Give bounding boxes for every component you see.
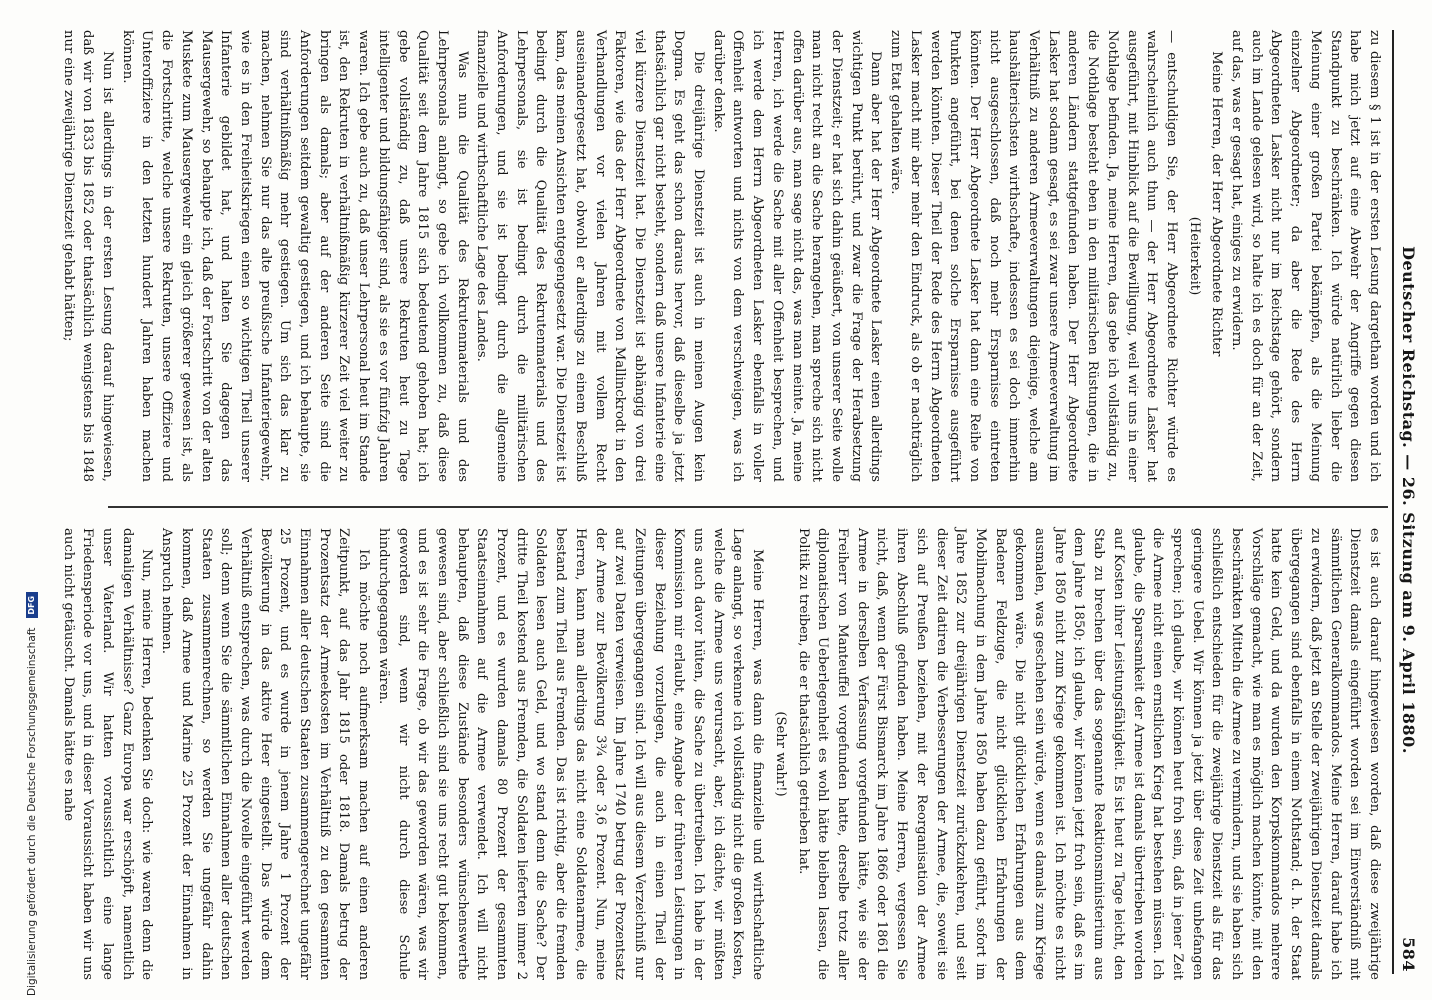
paragraph: — entschuldigen Sie, der Herr Abgeordnete Richter würde es wahrscheinlich auch thun — der Herr Abgeordnete Lasker hat ausgeführt, mit Hinblick auf die Bewilligung, weil wir uns in einer Nothlage befinden. Ja, meine Herren, das gebe ich vollständig zu, die Nothlage besteht eben in den militärischen Rüstungen, die in anderen Ländern stattgefunden haben. Der Herr Abgeordnete Lasker hat sodann gesagt, es sei zwar unsere Armeeverwaltung im Verhältniß zu anderen Armeeverwaltungen diejenige, welche am haushälterischsten wirthschafte, indessen es sei doch immerhin nicht ausgeschlossen, daß noch mehr Ersparnisse eintreten könnten. Der Herr Abgeordnete Lasker hat dann eine Reihe von Punkten angeführt, bei denen solche Ersparnisse ausgeführt werden könnten. Dieser Theil der Rede des Herrn Abgeordneten Lasker macht mir aber mehr den Eindruck, als ob er nachträglich zum Etat gehalten wäre. <box>888 30 1179 482</box>
page-number: 584 <box>1399 937 1418 972</box>
left-column <box>58 30 1384 482</box>
dfg-logo: DFG <box>26 592 38 618</box>
paragraph: es ist auch darauf hingewiesen worden, daß diese zweijährige Dienstzeit damals eingeführt worden sei im Einverständniß mit sämmtlichen Generalkommandos. Meine Herren, darauf habe ich zu erwidern, daß jetzt an Stelle der zweijährigen Dienstzeit damals übergegangen sind ebenfalls in einem Nothstand; d. h. der Staat hatte kein Geld, und da wurden den Korpskommandos mehrere Vorschläge gemacht, wie man es möglich machen könnte, mit den beschränkten Mitteln die Armee zu vermindern, und sie haben sich schließlich entschieden für die zweijährige Dienstzeit als für das geringere Uebel. Wir können ja jetzt über diese Zeit unbefangen sprechen; ich glaube, wir können heut froh sein, daß in jener Zeit die Armee nicht einen ernstlichen Krieg hat bestehen müssen. Ich glaube, die Sparsamkeit der Armee ist damals übertrieben worden auf Kosten ihrer Leistungsfähigkeit. Es ist heut zu Tage leicht, den Stab zu brechen über das sogenannte Reaktionsministerium aus dem Jahre 1850; ich glaube, wir können jetzt froh sein, daß es im Jahre 1850 nicht zum Kriege gekommen ist. Ich möchte es nicht ausmalen, was geschehen sein würde, wenn es damals zum Kriege gekommen wäre. Die nicht glücklichen Erfahrungen aus dem Badener Feldzuge, die nicht glücklichen Erfahrungen der Mobilmachung in dem Jahre 1850 haben dazu geführt, sofort im Jahre 1852 zur dreijährigen Dienstzeit zurückzukehren, und seit dieser Zeit datiren die Verbesserungen der Armee, die, soweit sie sich auf Preußen beziehen, mit der Reorganisation der Armee ihren Abschluß gefunden haben. Meine Herren, vergessen Sie nicht, daß, wenn der Fürst Bismarck im Jahre 1866 oder 1861 die Armee in derselben Verfassung vorgefunden hätte, wie sie der Freiherr von Manteuffel vorgefunden hatte, derselbe trotz aller diplomatischen Ueberlegenheit es wohl hätte bleiben lassen, die Politik zu treiben, die er thatsächlich getrieben hat. <box>795 528 1382 980</box>
page-title: Deutscher Reichstag. — 26. Sitzung am 9. April 1880. <box>1399 246 1418 754</box>
right-column <box>58 528 1384 980</box>
interjection: (Heiterkeit) <box>1186 216 1202 296</box>
paragraph: Nun ist allerdings in der ersten Lesung darauf hingewiesen, daß wir von 1833 bis 1852 oder thatsächlich wenigstens bis 1848 nur eine zweijährige Dienstzeit gehabt hätten; <box>60 30 115 482</box>
paragraph: Ich möchte noch aufmerksam machen auf einen anderen Zeitpunkt, auf das Jahr 1815 oder 1818. Damals betrug der Prozentsatz der Armeekosten im Verhältniß zu den gesammten Einnahmen aller deutschen Staaten zusammengerechnet ungefähr 25 Prozent, und es wurde in jenem Jahre 1 Prozent der Bevölkerung in das aktive Heer eingestellt. Das würde dem Verhältniß entsprechen, was durch die Novelle eingeführt werden soll; denn wenn Sie die sämmtlichen Einnahmen aller deutschen Staaten zusammenrechnen, so werden Sie ungefähr dahin kommen, daß Armee und Marine 25 Prozent der Einnahmen in Anspruch nehmen. <box>159 528 372 980</box>
paragraph: Nun, meine Herren, bedenken Sie doch: wie waren denn die damaligen Verhältnisse? Ganz Europa war erschöpft, namentlich unser Vaterland. Wir hatten voraussichtlich eine lange Friedensperiode vor uns, und in dieser Voraussicht haben wir uns auch nicht getäuscht. Damals hätte es nahe <box>60 528 155 980</box>
interjection: (Sehr wahr!) <box>772 711 788 797</box>
column-divider <box>108 506 1388 508</box>
paragraph: Was nun die Qualität des Rekrutenmaterials und des Lehrpersonals anlangt, so gebe ich vollkommen zu, daß diese Qualität seit dem Jahre 1815 sich bedeutend gehoben hat; ich gebe vollständig zu, daß unsere Rekruten heut zu Tage intelligenter und bildungsfähiger sind, als sie es vor fünfzig Jahren waren. Ich gebe auch zu, daß unser Lehrpersonal heut im Stande ist, den Rekruten in verhältnißmäßig kürzerer Zeit viel weiter zu bringen als damals; aber auf der anderen Seite sind die Anforderungen seitdem gewaltig gestiegen, und ich behaupte, sie sind verhältnißmäßig mehr gestiegen. Um sich das klar zu machen, nehmen Sie nur das alte preußische Infanteriegewehr, wie es in den Freiheitskriegen einen so wichtigen Theil unserer Infanterie gebildet hat, und halten Sie dagegen das Mausergewehr, so behaupte ich, daß der Fortschritt von der alten Muskete zum Mausergewehr ein gleich größerer gewesen ist, als die Fortschritte, welche unsere Rekruten, unsere Offiziere und Unteroffiziere in den letzten hundert Jahren haben machen können. <box>119 30 470 482</box>
paragraph: Meine Herren, der Herr Abgeordnete Richter <box>1209 51 1225 357</box>
paragraph: Meine Herren, was dann die finanzielle und wirthschaftliche Lage anlangt, so verkenne ich vollständig nicht die großen Kosten, welche die Armee uns verursacht, aber, ich dächte, wir müßten uns auch davor hüten, die Sache zu übertreiben. Ich habe in der Kommission mir erlaubt, eine Angabe der früheren Leistungen in dieser Beziehung vorzulegen, die auch in einen Theil der Zeitungen übergegangen sind. Ich will aus diesem Verzeichniß nur auf zwei Daten verweisen. Im Jahre 1740 betrug der Prozentsatz der Armee zur Bevölkerung 3¾ oder 3,6 Prozent. Nun, meine Herren, kann man allerdings das nicht eine Soldatenarmee, die bestand zum Theil aus Fremden. Das ist richtig, aber die fremden Soldaten lesen auch Geld, und wo stand denn die Sache? Der dritte Theil kostend aus Fremden, die Soldaten lieferten immer 2 Prozent, und es wurden damals 80 Prozent der gesammten Staatseinnahmen auf die Armee verwendet. Ich will nicht behaupten, daß diese Zustände besonders wünschenswerthe gewesen sind, aber schließlich sind sie uns recht gut bekommen, und es ist sehr die Frage, ob wir das geworden wären, was wir geworden sind, wenn wir nicht durch diese Schule hindurchgegangen wären. <box>375 528 766 980</box>
digitization-credit <box>22 0 44 1000</box>
paragraph: Die dreijährige Dienstzeit ist auch in meinen Augen kein Dogma. Es geht das schon daraus hervor, daß dieselbe ja jetzt thatsächlich gar nicht besteht, sondern daß unsere Infanterie eine viel kürzere Dienstzeit hat. Die Dienstzeit ist abhängig von drei Faktoren, wie das der Herr Abgeordnete von Mallinckrodt in den Verhandlungen vor vielen Jahren mit vollem Recht auseinandergesetzt hat, obwohl er allerdings zu einem Beschluß kam, das meinen Ansichten entgegengesetzt war. Die Dienstzeit ist bedingt durch die Qualität des Rekrutenmaterials und des Lehrpersonals, sie ist bedingt durch die militärischen Anforderungen, und sie ist bedingt durch die allgemeine finanzielle und wirthschaftliche Lage des Landes. <box>474 30 707 482</box>
paragraph: zu diesem § 1 ist in der ersten Lesung dargethan worden und ich habe mich jetzt auf eine Abwehr der Angriffe gegen diesen Standpunkt zu beschränken. Ich würde natürlich lieber die Meinung einer großen Partei bekämpfen, als die Meinung einzelner Abgeordneter; da aber die Rede des Herrn Abgeordneten Lasker nicht nur im Reichstage gehört, sondern auch im Lande gelesen wird, so halte ich es doch für an der Zeit, auf das, was er gesagt hat, einiges zu erwidern. <box>1229 30 1382 482</box>
header-rule <box>1392 30 1394 974</box>
running-head <box>1394 28 1422 972</box>
credit-text: Digitalisierung gefördert durch die Deutsche Forschungsgemeinschaft <box>26 627 38 996</box>
paragraph: Dann aber hat der Herr Abgeordnete Lasker einen allerdings wichtigen Punkt berührt, und zwar die Frage der Herabsetzung der Dienstzeit; er hat sich dahin geäußert, von unserer Seite wolle man nicht recht an die Sache herangehen, man spreche sich nicht offen darüber aus, man sage nicht das, was man meinte. Ja, meine Herren, ich werde die Sache mit aller Offenheit besprechen, und ich werde dem Herrn Abgeordneten Lasker ebenfalls in voller Offenheit antworten und nichts von dem verschweigen, was ich darüber denke. <box>710 30 884 482</box>
